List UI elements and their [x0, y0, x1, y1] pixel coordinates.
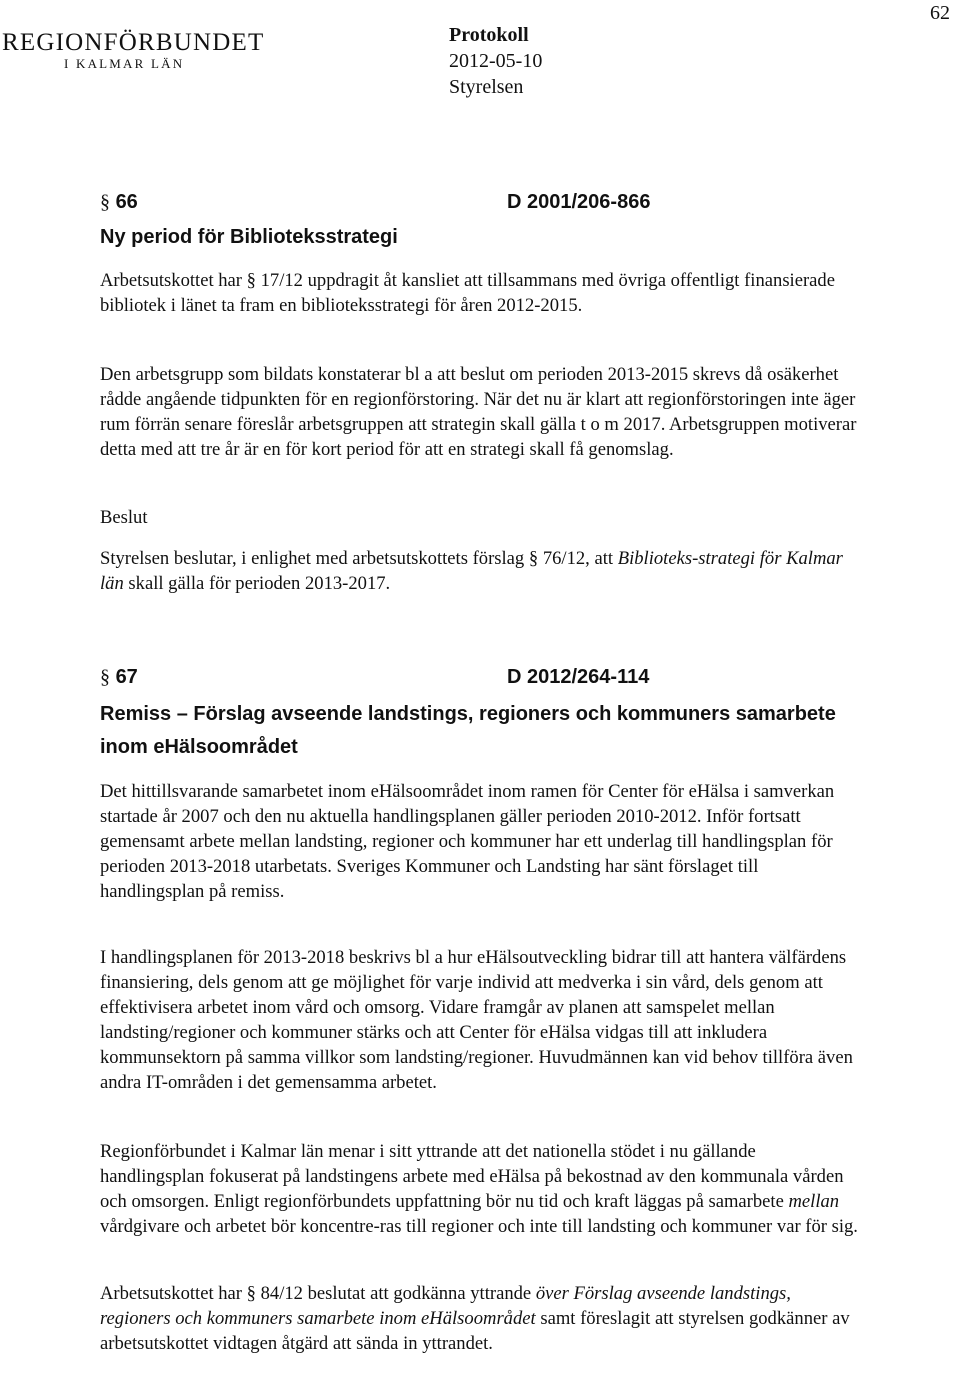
organization-logo — [2, 30, 264, 72]
section-66-paragraph-2: Den arbetsgrupp som bildats konstaterar bl a att beslut om perioden 2013-2015 skrevs då osäkerhet rådde angående tidpunkten för en regionförstoring. När det nu är klart att regionförstoringen inte äger rum förrän senare föreslår arbetsgruppen att strategin skall gälla t o m 2017. Arbetsgruppen motiverar detta med att tre år är en för kort period för att en strategi skall få genomslag. — [100, 364, 857, 460]
meeting-date: 2012-05-10 — [449, 50, 543, 72]
paragraph-text-end: samt föreslagit att styrelsen godkänner av arbetsutskottet vidtagen åtgärd att sända in yttrandet. — [100, 1308, 850, 1354]
section-67-reference: D 2012/264-114 — [507, 666, 650, 688]
section-symbol: § — [100, 191, 110, 213]
logo-main-text: REGIONFÖRBUNDET — [2, 29, 265, 56]
paragraph-text-end: vårdgivare och arbetet bör koncentre-ras till regioner och inte till landsting och kommuner var för sig. — [100, 1216, 858, 1237]
section-66-reference: D 2001/206-866 — [507, 191, 651, 213]
meeting-body: Styrelsen — [449, 76, 524, 98]
section-66-decision — [100, 546, 860, 596]
document-type: Protokoll — [449, 24, 529, 46]
paragraph-text: Regionförbundet i Kalmar län menar i sitt yttrande att det nationella stödet i nu gällande handlingsplan fokuserat på landstingens arbete med eHälsa på bekostnad av den kommunala vården och omsorgen. Enligt regionförbundets uppfattning bör nu tid och kraft läggas på samarbete — [100, 1141, 844, 1212]
section-67-paragraph-1: Det hittillsvarande samarbetet inom eHälsoområdet inom ramen för Center för eHälsa i samverkan startade år 2007 och den nu aktuella handlingsplanen gäller perioden 2010-2012. Inför fortsatt gemensamt arbete mellan landsting, regioner och kommuner har ett underlag till handlingsplan för perioden 2013-2018 utarbetats. Sveriges Kommuner och Landsting har sänt förslaget till handlingsplan på remiss. — [100, 781, 835, 902]
section-66-title: Ny period för Biblioteksstrategi — [100, 226, 398, 248]
decision-text-end: skall gälla för perioden 2013-2017. — [123, 573, 391, 594]
section-67-paragraph-4 — [100, 1281, 860, 1356]
decision-text: Styrelsen beslutar, i enlighet med arbetsutskottets förslag § 76/12, att — [100, 548, 618, 569]
section-symbol: § — [100, 666, 110, 688]
section-67-number — [100, 666, 138, 689]
referenced-document-title: över Förslag avseende landstings, regioners och kommuners samarbete inom eHälsoområdet — [100, 1283, 791, 1329]
section-66-paragraph-1: Arbetsutskottet har § 17/12 uppdragit åt kansliet att tillsammans med övriga offentligt finansierade bibliotek i länet ta fram en biblioteksstrategi för åren 2012-2015. — [100, 270, 835, 316]
page-number: 62 — [930, 2, 950, 24]
section-67-paragraph-3 — [100, 1139, 860, 1239]
section-67-title: Remiss – Förslag avseende landstings, regioners och kommuners samarbete inom eHälsoområdet — [100, 703, 836, 758]
decision-strategy-name: Biblioteks-strategi för Kalmar län — [100, 548, 843, 594]
section-number: 66 — [115, 191, 138, 213]
logo-sub-text: I KALMAR LÄN — [64, 56, 185, 71]
section-67-heading — [100, 666, 860, 766]
section-number: 67 — [115, 666, 138, 688]
section-66-decision-label: Beslut — [100, 507, 148, 528]
document-header — [449, 22, 542, 100]
section-67-paragraph-2: I handlingsplanen för 2013-2018 beskrivs bl a hur eHälsoutveckling bidrar till att hantera välfärdens finansiering, dels genom att ge möjlighet för varje individ att medverka i sin vård, dels genom att effektivisera arbetet inom vård och omsorg. Vidare framgår av planen att samspelet mellan landsting/regioner och kommuner stärks och att Center för eHälsa vidgas till att inkludera kommunsektorn på samma villkor som landsting/regioner. Huvudmännen kan vid behov tillföra även andra IT-områden i det gemensamma arbetet. — [100, 947, 853, 1093]
paragraph-text: Arbetsutskottet har § 84/12 beslutat att godkänna yttrande — [100, 1283, 536, 1304]
emphasis-text: mellan — [788, 1191, 840, 1212]
section-66-number — [100, 191, 138, 214]
section-66-heading — [100, 191, 860, 261]
